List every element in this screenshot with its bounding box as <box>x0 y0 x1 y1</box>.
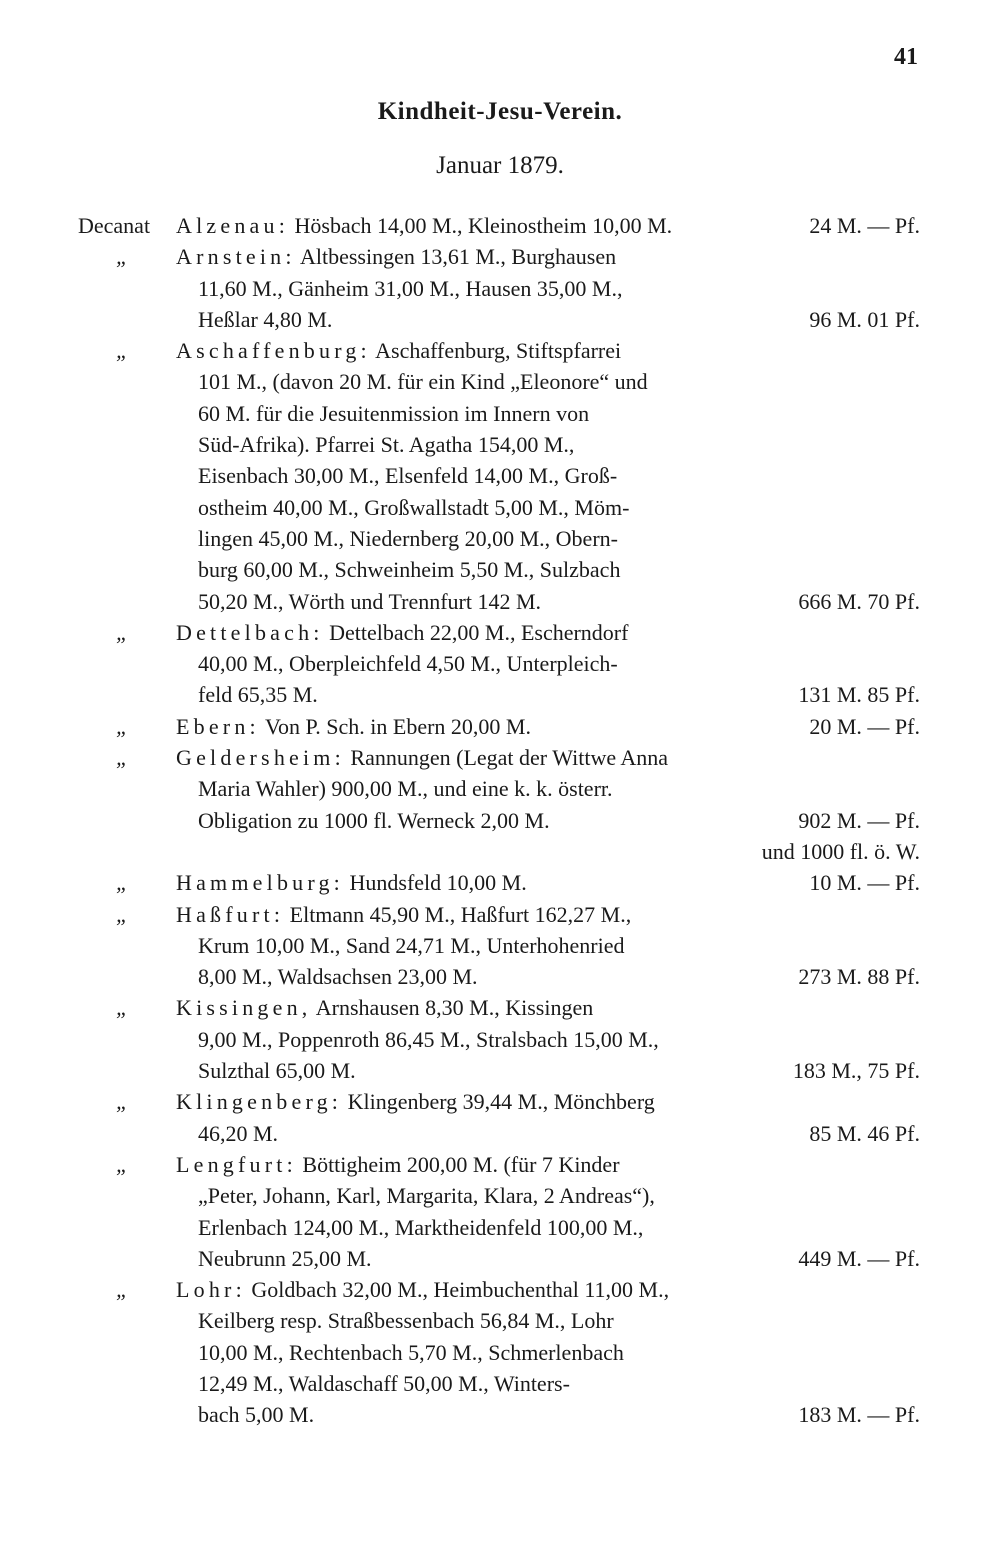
parish-donations: Sulzthal 65,00 M. <box>198 1058 356 1084</box>
donation-entry <box>0 335 1000 617</box>
entry-total: 131 M. 85 Pf. <box>798 682 920 708</box>
entry-text <box>198 586 732 617</box>
deanery-name: Lengfurt: <box>176 1151 297 1177</box>
entry-text <box>198 648 732 679</box>
entry-line <box>0 1399 1000 1430</box>
parish-donations: 46,20 M. <box>198 1120 279 1146</box>
parish-donations: 11,60 M., Gänheim 31,00 M., Hausen 35,00 M., <box>198 275 623 301</box>
entry-line <box>0 1086 1000 1117</box>
donation-entry <box>0 899 1000 993</box>
entry-line <box>0 899 1000 930</box>
entry-text <box>176 210 732 241</box>
entry-text <box>176 992 732 1023</box>
parish-donations: 60 M. für die Jesuitenmission im Innern von <box>198 400 590 426</box>
parish-donations: bach 5,00 M. <box>198 1402 315 1428</box>
parish-donations: Hundsfeld 10,00 M. <box>344 870 527 896</box>
ditto-mark: „ <box>116 1089 129 1115</box>
parish-donations: Goldbach 32,00 M., Heimbuchenthal 11,00 M., <box>245 1277 670 1303</box>
parish-donations: Dettelbach 22,00 M., Escherndorf <box>323 619 629 645</box>
entry-line <box>0 554 1000 585</box>
entry-text <box>198 304 732 335</box>
entry-line <box>0 805 1000 836</box>
donation-entry <box>0 241 1000 335</box>
entry-text <box>198 523 732 554</box>
parish-donations: Klingenberg 39,44 M., Mönchberg <box>342 1089 655 1115</box>
page-heading: Kindheit-Jesu-Verein. <box>377 98 623 125</box>
parish-donations: 50,20 M., Wörth und Trennfurt 142 M. <box>198 588 542 614</box>
entry-line <box>0 1337 1000 1368</box>
ditto-mark: „ <box>116 619 129 645</box>
entry-text <box>198 492 732 523</box>
entry-line <box>0 210 1000 241</box>
parish-donations: Keilberg resp. Straßbessenbach 56,84 M., Lohr <box>198 1308 614 1334</box>
entry-text <box>198 773 732 804</box>
donation-entry <box>0 1274 1000 1430</box>
parish-donations: „Peter, Johann, Karl, Margarita, Klara, 2 Andreas“), <box>198 1183 655 1209</box>
deanery-name: Haßfurt: <box>176 901 285 927</box>
parish-donations: Altbessingen 13,61 M., Burghausen <box>295 244 617 270</box>
entry-line <box>0 1243 1000 1274</box>
ditto-mark: „ <box>116 901 129 927</box>
entry-line <box>0 366 1000 397</box>
entry-text <box>198 1368 732 1399</box>
entry-line <box>0 648 1000 679</box>
deanery-name: Arnstein: <box>176 244 296 270</box>
entry-text <box>176 617 732 648</box>
parish-donations: 10,00 M., Rechtenbach 5,70 M., Schmerlenbach <box>198 1339 624 1365</box>
entry-line <box>0 1212 1000 1243</box>
entry-line <box>0 273 1000 304</box>
entry-text <box>176 867 732 898</box>
parish-donations: Maria Wahler) 900,00 M., und eine k. k. österr. <box>198 776 613 802</box>
entry-line <box>0 304 1000 335</box>
entry-line <box>0 742 1000 773</box>
entry-line <box>0 523 1000 554</box>
parish-donations: feld 65,35 M. <box>198 682 318 708</box>
entry-line <box>0 1180 1000 1211</box>
entry-line <box>0 930 1000 961</box>
entry-line <box>0 992 1000 1023</box>
parish-donations: Heßlar 4,80 M. <box>198 306 333 332</box>
entry-text <box>198 1243 732 1274</box>
entry-extra-total: und 1000 fl. ö. W. <box>761 838 920 864</box>
deanery-name: Geldersheim: <box>176 745 345 771</box>
entry-total: 96 M. 01 Pf. <box>809 306 920 332</box>
donation-entry <box>0 742 1000 867</box>
parish-donations: Süd-Afrika). Pfarrei St. Agatha 154,00 M., <box>198 432 575 458</box>
parish-donations: lingen 45,00 M., Niedernberg 20,00 M., Obern- <box>198 525 618 551</box>
entry-text <box>198 805 732 836</box>
entry-text <box>198 366 732 397</box>
entry-total: 666 M. 70 Pf. <box>798 588 920 614</box>
entry-line <box>0 679 1000 710</box>
entry-text <box>198 1399 732 1430</box>
entry-line <box>0 492 1000 523</box>
entry-line <box>0 1368 1000 1399</box>
parish-donations: Böttigheim 200,00 M. (für 7 Kinder <box>296 1151 620 1177</box>
entry-text <box>176 899 732 930</box>
entry-line <box>0 460 1000 491</box>
donation-entry <box>0 992 1000 1086</box>
entry-line <box>0 335 1000 366</box>
parish-donations: Von P. Sch. in Ebern 20,00 M. <box>259 713 531 739</box>
deanery-name: Alzenau: <box>176 213 290 238</box>
entry-text <box>198 1337 732 1368</box>
entry-line <box>0 1274 1000 1305</box>
parish-donations: Obligation zu 1000 fl. Werneck 2,00 M. <box>198 807 550 833</box>
entry-line <box>0 1149 1000 1180</box>
donation-entry <box>0 617 1000 711</box>
entry-line <box>0 1118 1000 1149</box>
entry-total: 449 M. — Pf. <box>798 1245 920 1271</box>
parish-donations: Eisenbach 30,00 M., Elsenfeld 14,00 M., Groß- <box>198 463 618 489</box>
parish-donations: Arnshausen 8,30 M., Kissingen <box>311 995 594 1021</box>
ditto-mark: „ <box>116 1151 129 1177</box>
entry-total: 183 M., 75 Pf. <box>792 1058 920 1084</box>
ditto-mark: „ <box>116 870 129 896</box>
entry-total: 85 M. 46 Pf. <box>809 1120 920 1146</box>
parish-donations: burg 60,00 M., Schweinheim 5,50 M., Sulzbach <box>198 557 621 583</box>
entry-line <box>0 711 1000 742</box>
entry-text <box>198 273 732 304</box>
entry-text <box>198 1118 732 1149</box>
parish-donations: Eltmann 45,90 M., Haßfurt 162,27 M., <box>284 901 632 927</box>
donation-entry <box>0 1149 1000 1274</box>
entry-total: 20 M. — Pf. <box>809 713 920 739</box>
entry-line <box>0 398 1000 429</box>
page-subheading: Januar 1879. <box>436 152 564 179</box>
donation-entry <box>0 210 1000 241</box>
ditto-mark: „ <box>116 713 129 739</box>
entry-text <box>176 1086 732 1117</box>
entry-text <box>176 1149 732 1180</box>
entry-line <box>0 1024 1000 1055</box>
entry-text <box>198 429 732 460</box>
entry-line <box>0 1305 1000 1336</box>
deanery-name: Lohr: <box>176 1277 246 1303</box>
entry-text <box>198 930 732 961</box>
parish-donations: 40,00 M., Oberpleichfeld 4,50 M., Unterpleich- <box>198 651 618 677</box>
entry-line <box>0 1055 1000 1086</box>
entry-line <box>0 836 1000 867</box>
parish-donations: 8,00 M., Waldsachsen 23,00 M. <box>198 964 478 990</box>
entry-text <box>176 335 732 366</box>
entry-total: 273 M. 88 Pf. <box>798 964 920 990</box>
parish-donations: Aschaffenburg, Stiftspfarrei <box>370 338 622 364</box>
entry-text <box>198 1055 732 1086</box>
entry-text <box>198 961 732 992</box>
entry-text <box>176 1274 732 1305</box>
entry-text <box>198 1180 732 1211</box>
ditto-mark: „ <box>116 745 129 771</box>
entry-line <box>0 241 1000 272</box>
parish-donations: ostheim 40,00 M., Großwallstadt 5,00 M., Möm- <box>198 494 630 520</box>
deanery-name: Aschaffenburg: <box>176 338 371 364</box>
parish-donations: 12,49 M., Waldaschaff 50,00 M., Winters- <box>198 1370 570 1396</box>
entry-text <box>176 742 732 773</box>
ditto-mark: „ <box>116 1277 129 1303</box>
deanery-name: Ebern: <box>176 713 260 739</box>
parish-donations: 101 M., (davon 20 M. für ein Kind „Eleonore“ und <box>198 369 648 395</box>
deanery-name: Dettelbach: <box>176 619 324 645</box>
entry-text <box>198 1305 732 1336</box>
parish-donations: Krum 10,00 M., Sand 24,71 M., Unterhohenried <box>198 932 625 958</box>
entry-total: 902 M. — Pf. <box>798 807 920 833</box>
entry-text <box>198 1212 732 1243</box>
page-number: 41 <box>894 44 918 70</box>
entry-total: 10 M. — Pf. <box>809 870 920 896</box>
entry-text <box>198 460 732 491</box>
entry-total: 24 M. — Pf. <box>809 213 920 238</box>
entry-total: 183 M. — Pf. <box>798 1402 920 1428</box>
entry-line <box>0 429 1000 460</box>
parish-donations: 9,00 M., Poppenroth 86,45 M., Stralsbach 15,00 M., <box>198 1026 659 1052</box>
entry-text <box>198 554 732 585</box>
decanat-label: Decanat <box>78 213 151 238</box>
parish-donations: Neubrunn 25,00 M. <box>198 1245 372 1271</box>
deanery-name: Kissingen, <box>176 995 312 1021</box>
deanery-name: Hammelburg: <box>176 870 344 896</box>
ditto-mark: „ <box>116 995 129 1021</box>
ditto-mark: „ <box>116 338 129 364</box>
donation-entry <box>0 867 1000 898</box>
donation-entry <box>0 1086 1000 1149</box>
parish-donations: Erlenbach 124,00 M., Marktheidenfeld 100,00 M., <box>198 1214 644 1240</box>
entry-text <box>176 711 732 742</box>
entry-line <box>0 617 1000 648</box>
parish-donations: Hösbach 14,00 M., Kleinostheim 10,00 M. <box>289 213 673 238</box>
entry-text <box>198 398 732 429</box>
donation-list <box>0 210 1000 1431</box>
entry-line <box>0 773 1000 804</box>
entry-line <box>0 586 1000 617</box>
ditto-mark: „ <box>116 244 129 270</box>
entry-text <box>198 1024 732 1055</box>
entry-text <box>176 241 732 272</box>
entry-line <box>0 867 1000 898</box>
deanery-name: Klingenberg: <box>176 1089 343 1115</box>
entry-text <box>198 679 732 710</box>
entry-line <box>0 961 1000 992</box>
parish-donations: Rannungen (Legat der Wittwe Anna <box>344 745 669 771</box>
donation-entry <box>0 711 1000 742</box>
